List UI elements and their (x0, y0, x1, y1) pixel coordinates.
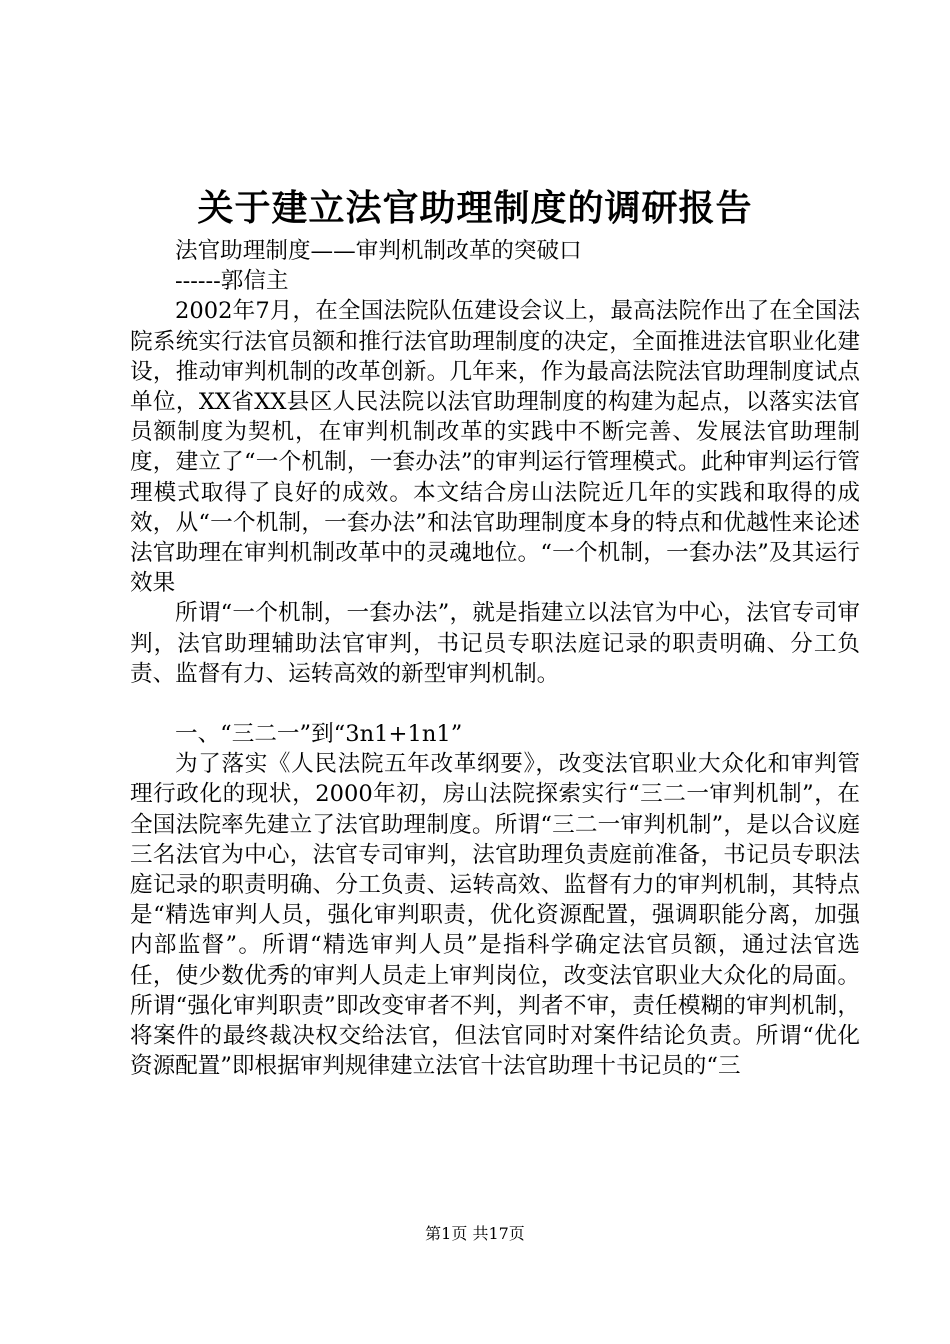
document-author: ------郭信主 (175, 268, 289, 295)
paragraph-intro: 2002年7月，在全国法院队伍建设会议上，最高法院作出了在全国法院系统实行法官员额和推行法官助理制度的决定，全面推进法官职业化建设，推动审判机制的改革创新。几年来，作为最高法院法官助理制度试点单位，XX省XX县区人民法院以法官助理制度的构建为起点，以落实法官员额制度为契机，在审判机制改革的实践中不断完善、发展法官助理制度，建立了“一个机制，一套办法”的审判运行管理模式。此种审判运行管理模式取得了良好的成效。本文结合房山法院近几年的实践和取得的成效，从“一个机制，一套办法”和法官助理制度本身的特点和优越性来论述法官助理在审判机制改革中的灵魂地位。“一个机制，一套办法”及其运行效果 (130, 298, 860, 597)
paragraph-section-one: 为了落实《人民法院五年改革纲要》，改变法官职业大众化和审判管理行政化的现状，2000年初，房山法院探索实行“三二一审判机制”，在全国法院率先建立了法官助理制度。所谓“三二一审判机制”，是以合议庭三名法官为中心，法官专司审判，法官助理负责庭前准备，书记员专职法庭记录的职责明确、分工负责、运转高效、监督有力的审判机制，其特点是“精选审判人员，强化审判职责，优化资源配置，强调职能分离，加强内部监督”。所谓“精选审判人员”是指科学确定法官员额，通过法官选任，使少数优秀的审判人员走上审判岗位，改变法官职业大众化的局面。所谓“强化审判职责”即改变审者不判，判者不审，责任模糊的审判机制，将案件的最终裁决权交给法官，但法官同时对案件结论负责。所谓“优化资源配置”即根据审判规律建立法官十法官助理十书记员的“三 (130, 751, 860, 1080)
page-footer: 第1页 共17页 (425, 1224, 525, 1243)
paragraph-mechanism-definition: 所谓“一个机制，一套办法”，就是指建立以法官为中心，法官专司审判，法官助理辅助法官审判，书记员专职法庭记录的职责明确、分工负责、监督有力、运转高效的新型审判机制。 (130, 600, 860, 687)
document-subtitle: 法官助理制度——审判机制改革的突破口 (175, 238, 582, 264)
document-body (130, 236, 860, 1081)
paragraph-spacer (130, 689, 860, 719)
section-heading-one: 一、“三二一”到“3n1+1n1” (175, 721, 463, 748)
document-title: 关于建立法官助理制度的调研报告 (197, 187, 753, 229)
